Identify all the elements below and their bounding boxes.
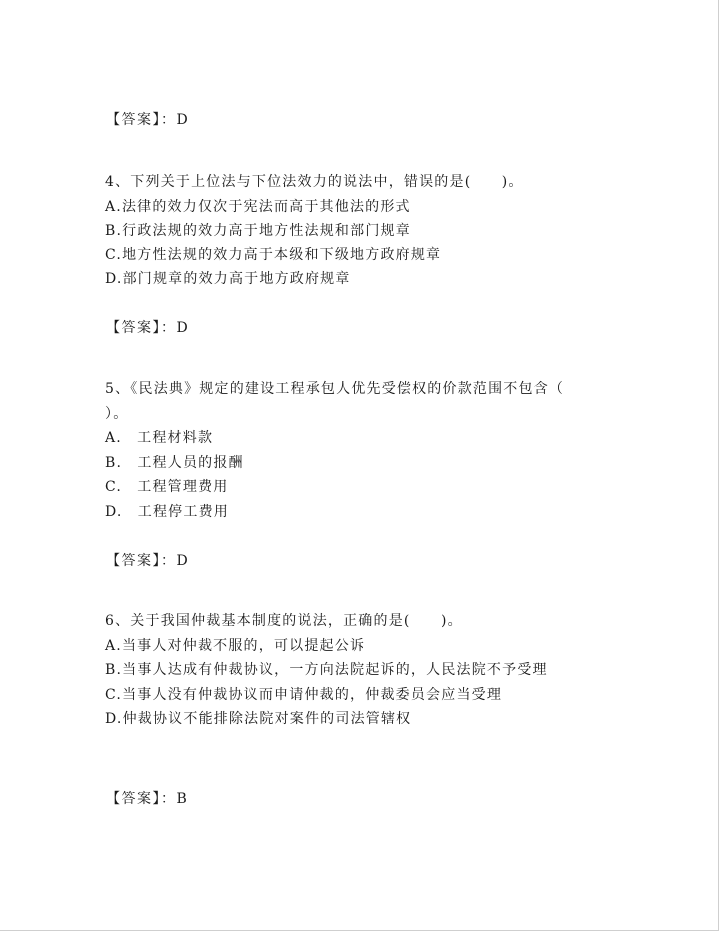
question-4-option-d: D.部门规章的效力高于地方政府规章: [105, 271, 351, 287]
question-5-option-d: D. 工程停工费用: [105, 504, 229, 520]
question-5-option-b: B. 工程人员的报酬: [105, 455, 244, 471]
question-4-option-b: B.行政法规的效力高于地方性法规和部门规章: [105, 223, 411, 239]
question-4-option-c: C.地方性法规的效力高于本级和下级地方政府规章: [105, 247, 442, 263]
answer-line: 【答案】：D: [106, 320, 190, 336]
answer-line: 【答案】：D: [106, 112, 190, 128]
question-4-stem: 4、下列关于上位法与下位法效力的说法中，错误的是( )。: [105, 174, 524, 190]
question-6-option-b: B.当事人达成有仲裁协议，一方向法院起诉的，人民法院不予受理: [105, 662, 548, 678]
question-6-option-d: D.仲裁协议不能排除法院对案件的司法管辖权: [105, 711, 412, 727]
question-4-option-a: A.法律的效力仅次于宪法而高于其他法的形式: [105, 199, 411, 215]
answer-line: 【答案】：B: [106, 791, 189, 807]
question-5-stem-line1: 5、《民法典》规定的建设工程承包人优先受偿权的价款范围不包含（: [105, 381, 565, 397]
question-5-option-a: A. 工程材料款: [105, 430, 214, 446]
question-6-stem: 6、关于我国仲裁基本制度的说法，正确的是( )。: [105, 613, 463, 629]
question-6-option-a: A.当事人对仲裁不服的，可以提起公诉: [105, 638, 366, 654]
question-5-option-c: C. 工程管理费用: [105, 479, 229, 495]
question-6-option-c: C.当事人没有仲裁协议而申请仲裁的，仲裁委员会应当受理: [105, 687, 503, 703]
answer-line: 【答案】：D: [106, 553, 190, 569]
question-5-stem-line2: ）。: [105, 406, 129, 422]
